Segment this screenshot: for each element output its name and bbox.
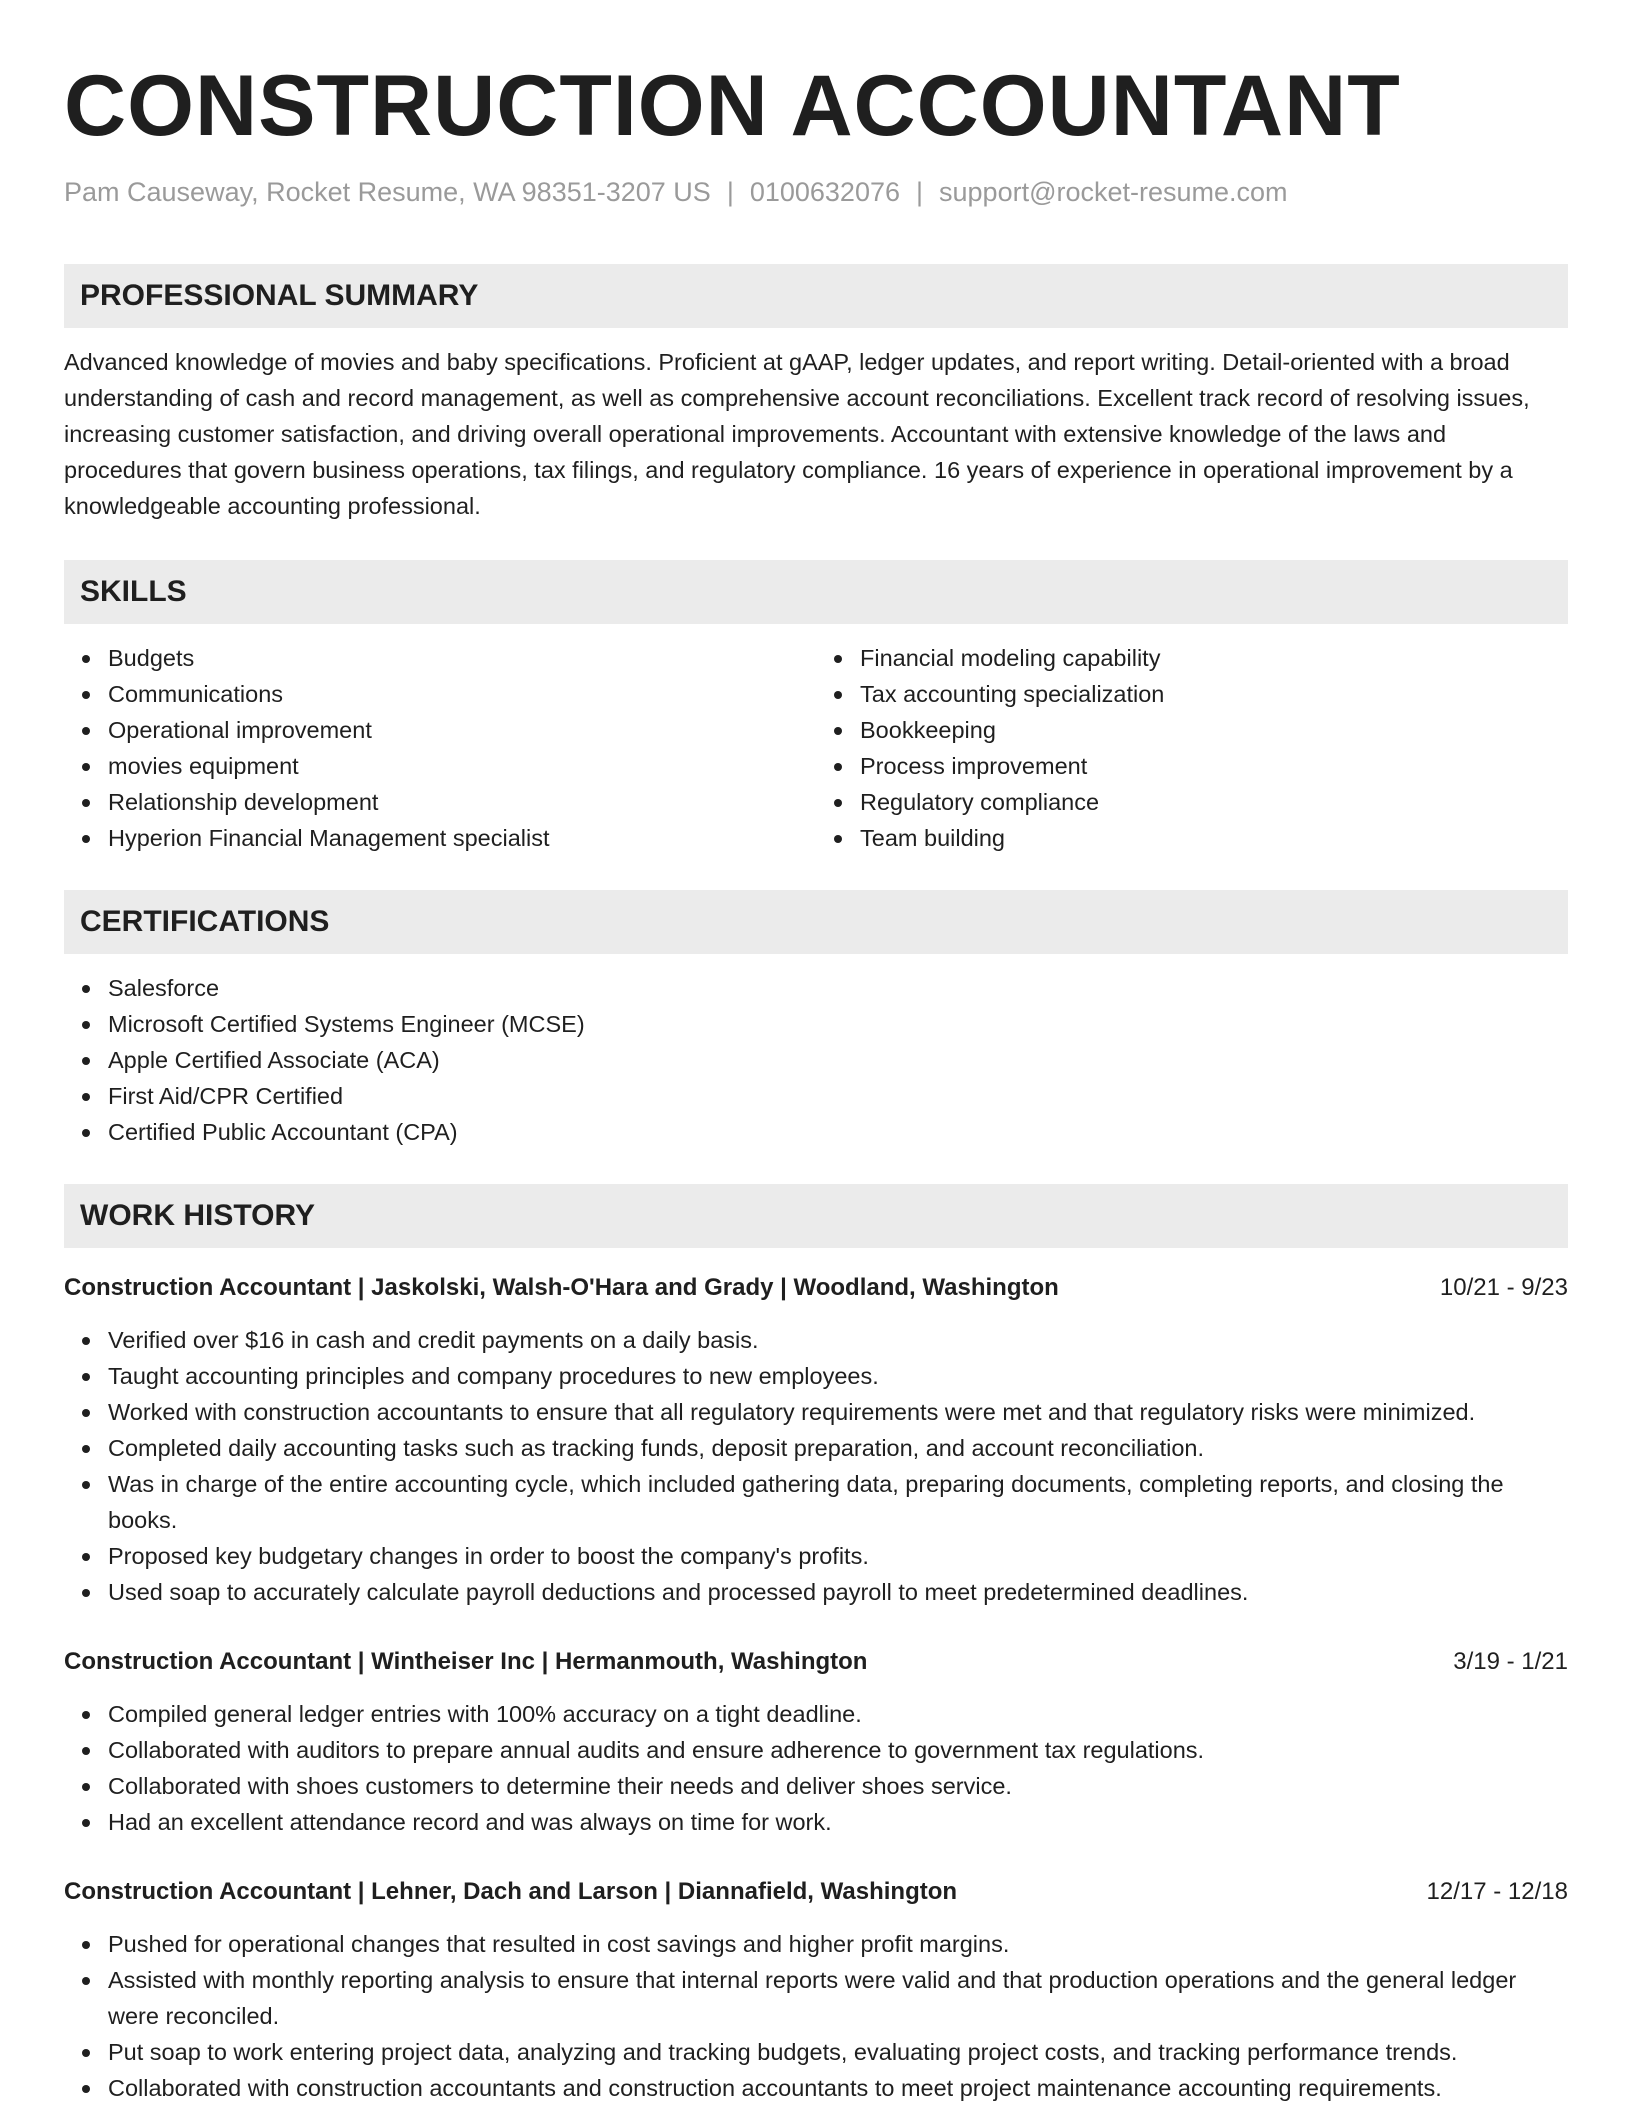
skill-item: Relationship development (108, 784, 816, 820)
skill-item: Bookkeeping (860, 712, 1568, 748)
contact-separator: | (916, 177, 924, 207)
skill-item: Financial modeling capability (860, 640, 1568, 676)
job-bullet: Pushed for operational changes that resulted in cost savings and higher profit margins. (108, 1926, 1568, 1962)
job-bullet: Collaborated with auditors to prepare annual audits and ensure adherence to government tax regulations. (108, 1732, 1568, 1768)
skill-item: Hyperion Financial Management specialist (108, 820, 816, 856)
job-header (64, 1874, 1568, 1910)
contact-address: Pam Causeway, Rocket Resume, WA 98351-3207 US (64, 177, 711, 207)
job-bullet: Was in charge of the entire accounting cycle, which included gathering data, preparing documents, completing reports, and closing the books. (108, 1466, 1568, 1538)
job-bullets (64, 1926, 1568, 2106)
job-title: Construction Accountant | Wintheiser Inc | Hermanmouth, Washington (64, 1648, 868, 1675)
contact-email: support@rocket-resume.com (939, 177, 1288, 207)
skills-list-left (64, 640, 816, 856)
contact-line (64, 174, 1568, 210)
job-bullets (64, 1322, 1568, 1610)
resume-title: CONSTRUCTION ACCOUNTANT (64, 58, 1401, 154)
job-bullet: Completed daily accounting tasks such as tracking funds, deposit preparation, and account reconciliation. (108, 1430, 1568, 1466)
skill-item: Communications (108, 676, 816, 712)
work-history-heading: WORK HISTORY (64, 1184, 1568, 1248)
skill-item: Operational improvement (108, 712, 816, 748)
skill-item: Regulatory compliance (860, 784, 1568, 820)
job-title: Construction Accountant | Jaskolski, Walsh-O'Hara and Grady | Woodland, Washington (64, 1274, 1059, 1301)
job-bullet: Proposed key budgetary changes in order to boost the company's profits. (108, 1538, 1568, 1574)
job-bullets (64, 1696, 1568, 1840)
job-entry (64, 1874, 1568, 2106)
certification-item: Apple Certified Associate (ACA) (108, 1042, 1568, 1078)
job-bullet: Collaborated with shoes customers to determine their needs and deliver shoes service. (108, 1768, 1568, 1804)
job-title: Construction Accountant | Lehner, Dach and Larson | Diannafield, Washington (64, 1878, 958, 1905)
job-bullet: Compiled general ledger entries with 100% accuracy on a tight deadline. (108, 1696, 1568, 1732)
certification-item: Salesforce (108, 970, 1568, 1006)
job-bullet: Verified over $16 in cash and credit payments on a daily basis. (108, 1322, 1568, 1358)
contact-phone: 0100632076 (749, 177, 900, 207)
job-entry (64, 1270, 1568, 1610)
job-header (64, 1644, 1568, 1680)
job-bullet: Assisted with monthly reporting analysis to ensure that internal reports were valid and that production operations and the general ledger were reconciled. (108, 1962, 1568, 2034)
job-dates: 12/17 - 12/18 (1426, 1878, 1568, 1905)
certification-item: Microsoft Certified Systems Engineer (MCSE) (108, 1006, 1568, 1042)
skill-item: Team building (860, 820, 1568, 856)
certifications-heading: CERTIFICATIONS (64, 890, 1568, 954)
contact-separator: | (726, 177, 734, 207)
certification-item: Certified Public Accountant (CPA) (108, 1114, 1568, 1150)
job-dates: 3/19 - 1/21 (1453, 1648, 1568, 1675)
job-bullet: Used soap to accurately calculate payroll deductions and processed payroll to meet predetermined deadlines. (108, 1574, 1568, 1610)
skill-item: Tax accounting specialization (860, 676, 1568, 712)
job-bullet: Collaborated with construction accountants and construction accountants to meet project maintenance accounting requirements. (108, 2070, 1568, 2106)
job-entry (64, 1644, 1568, 1840)
skills-grid (64, 624, 1568, 856)
skills-list-right (816, 640, 1568, 856)
skill-item: Process improvement (860, 748, 1568, 784)
job-dates: 10/21 - 9/23 (1439, 1274, 1568, 1301)
certification-item: First Aid/CPR Certified (108, 1078, 1568, 1114)
job-bullet: Worked with construction accountants to ensure that all regulatory requirements were met and that regulatory risks were minimized. (108, 1394, 1568, 1430)
job-bullet: Put soap to work entering project data, analyzing and tracking budgets, evaluating project costs, and tracking performance trends. (108, 2034, 1568, 2070)
skills-heading: SKILLS (64, 560, 1568, 624)
job-header (64, 1270, 1568, 1306)
certifications-list (64, 970, 1568, 1150)
skill-item: movies equipment (108, 748, 816, 784)
skill-item: Budgets (108, 640, 816, 676)
job-bullet: Had an excellent attendance record and was always on time for work. (108, 1804, 1568, 1840)
job-bullet: Taught accounting principles and company procedures to new employees. (108, 1358, 1568, 1394)
summary-heading: PROFESSIONAL SUMMARY (64, 264, 1568, 328)
summary-text: Advanced knowledge of movies and baby specifications. Proficient at gAAP, ledger updates, and report writing. Detail-oriented with a broad understanding of cash and record management, as well as comprehensive account reconciliations. Excellent track record of resolving issues, increasing customer satisfaction, and driving overall operational improvements. Accountant with extensive knowledge of the laws and procedures that govern business operations, tax filings, and regulatory compliance. 16 years of experience in operational improvement by a knowledgeable accounting professional. (64, 349, 1530, 519)
